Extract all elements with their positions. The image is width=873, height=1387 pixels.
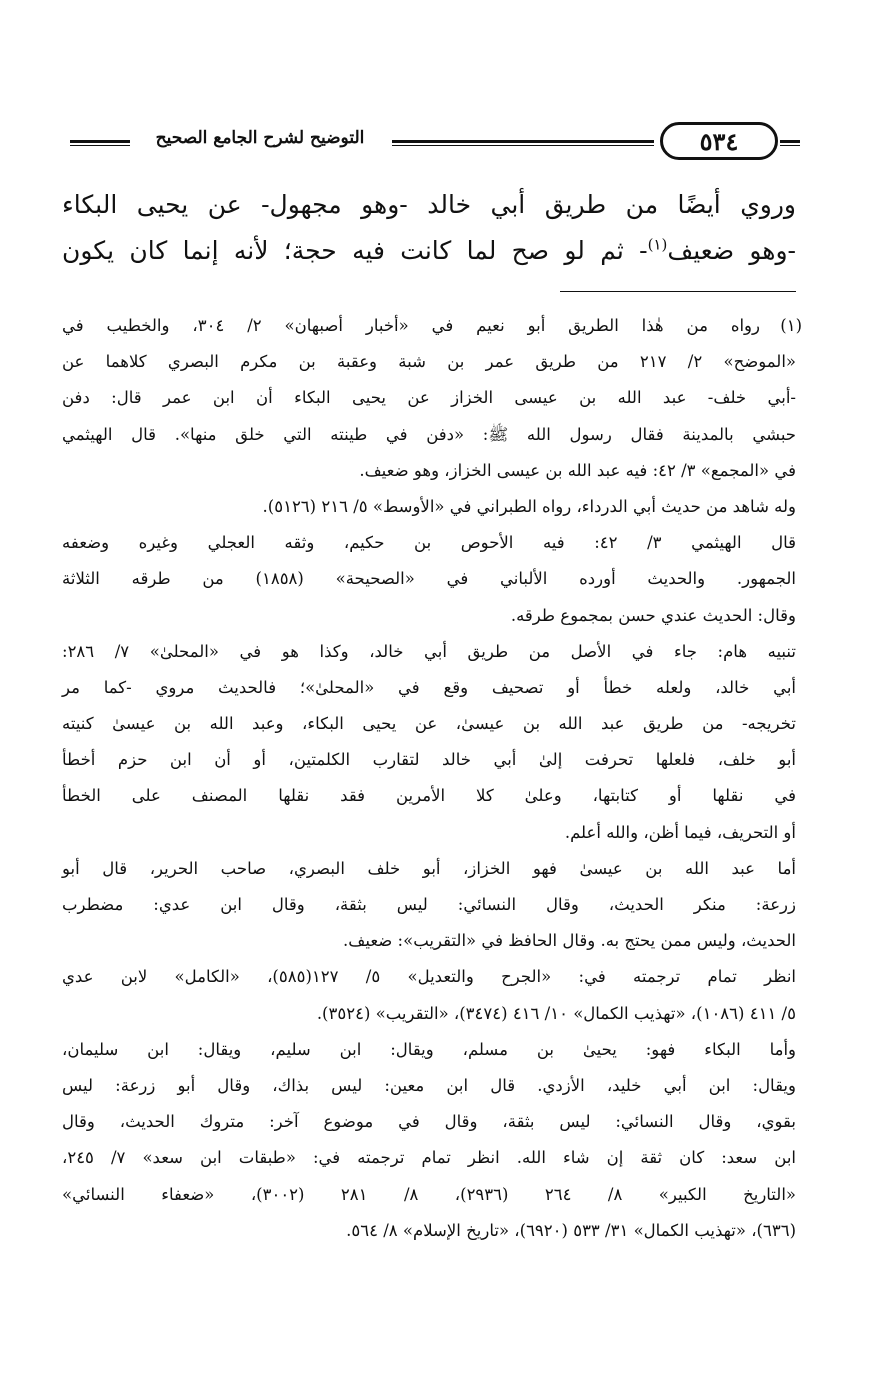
footnote-line: ويقال: ابن أبي خليد، الأزدي. قال ابن معين: ليس بذاك، وقال أبو زرعة: ليس <box>62 1075 796 1095</box>
footnote-body <box>62 308 796 1249</box>
footnote-marker: (١) <box>780 316 802 335</box>
main-line <box>62 228 796 274</box>
footnote-line: أو التحريف، فيما أظن، والله أعلم. <box>564 822 796 842</box>
footnote-line: تخريجه- من طريق عبد الله بن عيسىٰ، عن يحيى البكاء، وعبد الله بن عيسىٰ كنيته <box>62 714 796 734</box>
main-line: وروي أيضًا من طريق أبي خالد -وهو مجهول- عن يحيى البكاء <box>62 190 796 219</box>
footnote-line: انظر تمام ترجمته في: «الجرح والتعديل» ٥/ ١٢٧(٥٨٥)، «الكامل» لابن عدي <box>62 967 796 987</box>
footnote-line: رواه من هٰذا الطريق أبو نعيم في «أخبار أصبهان» ٢/ ٣٠٤، والخطيب في <box>62 316 760 335</box>
footnote-line: زرعة: منكر الحديث، وقال النسائي: ليس بثقة، وقال ابن عدي: مضطرب <box>62 895 796 914</box>
footnote-line: في «المجمع» ٣/ ٤٢: فيه عبد الله بن عيسى الخزاز، وهو ضعيف. <box>359 460 796 480</box>
footnote-line: بقوي، وقال النسائي: ليس بثقة، وقال في موضوع آخر: متروك الحديث، وقال <box>62 1112 796 1132</box>
footnote-line: أبو خلف، فلعلها تحرفت إلىٰ أبي خالد لتقارب الكلمتين، أو أن ابن حزم أخطأ <box>62 750 796 770</box>
running-header <box>70 118 800 174</box>
footnote-line: الجمهور. والحديث أورده الألباني في «الصحيحة» (١٨٥٨) من طرقه الثلاثة <box>62 569 797 589</box>
page-number: ٥٣٤ <box>660 122 778 160</box>
footnote-line: تنبيه هام: جاء في الأصل من طريق أبي خالد، وكذا هو في «المحلىٰ» ٧/ ٢٨٦: <box>62 641 796 661</box>
footnote-separator <box>560 291 796 292</box>
footnote-line: قال الهيثمي ٣/ ٤٢: فيه الأحوص بن حكيم، وثقه العجلي وغيره وضعفه <box>62 533 796 553</box>
main-line-part: - ثم لو صح لما كانت فيه حجة؛ لأنه إنما كان يكون <box>62 236 648 265</box>
footnote-line: وقال: الحديث عندي حسن بمجموع طرقه. <box>510 605 796 625</box>
running-title: التوضيح لشرح الجامع الصحيح <box>155 128 365 148</box>
footnote-line: ابن سعد: كان ثقة إن شاء الله. انظر تمام ترجمته في: «طبقات ابن سعد» ٧/ ٢٤٥، <box>62 1148 796 1168</box>
footnote-line: «الموضح» ٢/ ٢١٧ من طريق عمر بن شبة وعقبة بن مكرم البصري كلاهما عن <box>62 352 796 372</box>
footnote-reference[interactable]: (١) <box>647 235 668 254</box>
footnote-line: (٦٣٦)، «تهذيب الكمال» ٣١/ ٥٣٣ (٦٩٢٠)، «تاريخ الإسلام» ٨/ ٥٦٤. <box>346 1220 796 1240</box>
footnote-line: الحديث، وليس ممن يحتج به. وقال الحافظ في «التقريب»: ضعيف. <box>343 931 796 951</box>
header-rule-right <box>780 140 800 146</box>
main-text <box>62 182 796 274</box>
footnote-line: وله شاهد من حديث أبي الدرداء، رواه الطبراني في «الأوسط» ٥/ ٢١٦ (٥١٢٦). <box>262 496 796 516</box>
footnote-line: ٥/ ٤١١ (١٠٨٦)، «تهذيب الكمال» ١٠/ ٤١٦ (٣٤٧٤)، «التقريب» (٣٥٢٤). <box>316 1003 796 1023</box>
footnote-line: حبشي بالمدينة فقال رسول الله ﷺ: «دفن في طينته التي خلق منها». قال الهيثمي <box>62 424 796 444</box>
footnote-line: في نقلها أو كتابتها، وعلىٰ كلا الأمرين فقد نقلها المصنف على الخطأ <box>62 786 796 806</box>
footnote-line: -أبي خلف- عبد الله بن عيسى الخزاز عن يحيى البكاء أن ابن عمر قال: دفن <box>62 388 796 408</box>
header-rule-left <box>70 140 130 146</box>
main-line-part: -وهو ضعيف <box>667 236 796 265</box>
footnote-line: «التاريخ الكبير» ٨/ ٢٦٤ (٢٩٣٦)، ٨/ ٢٨١ (٣٠٠٢)، «ضعفاء النسائي» <box>62 1184 796 1204</box>
footnote-line: وأما البكاء فهو: يحيىٰ بن مسلم، ويقال: ابن سليم، ويقال: ابن سليمان، <box>62 1039 796 1059</box>
footnote-line: أما عبد الله بن عيسىٰ فهو الخزاز، أبو خلف البصري، صاحب الحرير، قال أبو <box>62 858 796 878</box>
header-rule-middle <box>392 140 654 146</box>
footnote-line: أبي خالد، ولعله خطأ أو تصحيف وقع في «المحلىٰ»؛ فالحديث مروي -كما مر <box>62 677 796 697</box>
